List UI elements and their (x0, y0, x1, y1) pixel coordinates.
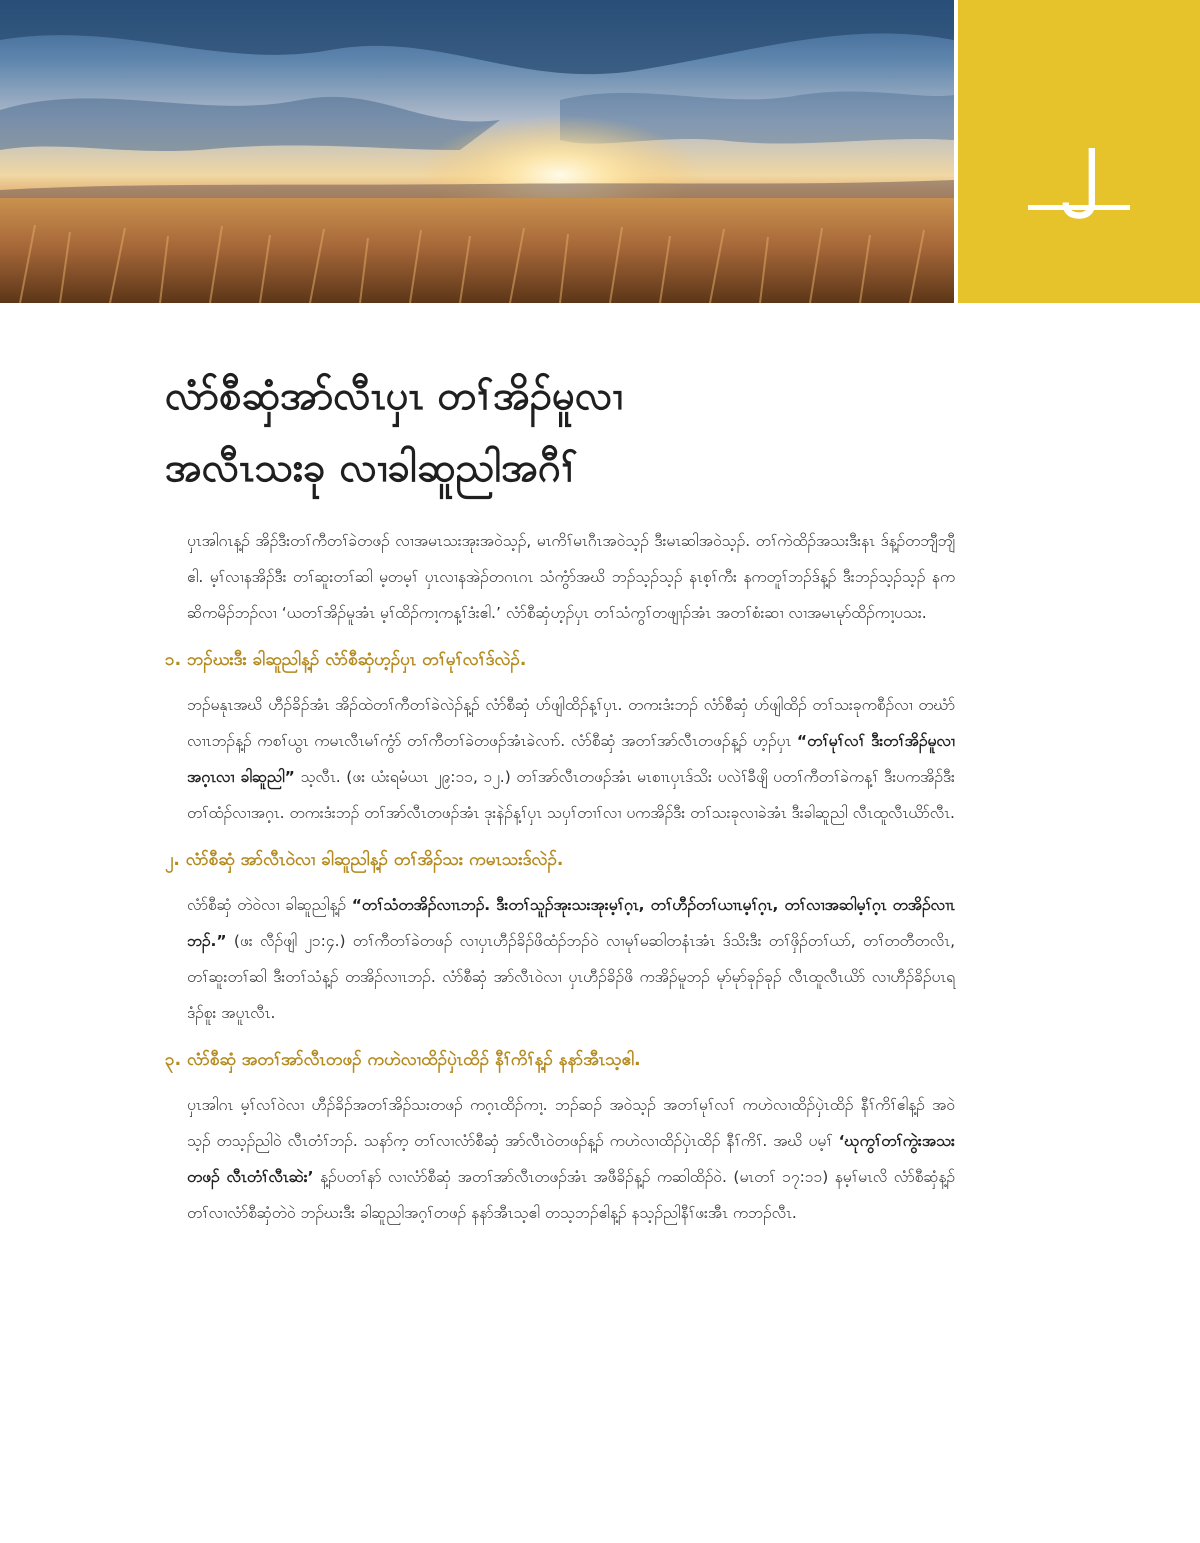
chapter-number-box (958, 0, 1200, 303)
section-2-quote: “တၢ်သံတအိၣ်လၢၤဘၣ်. ဒီးတၢ်သူၣ်အုးသးအုးမ့ၢ်ဂ့ၤ, တၢ်ဟီၣ်တၢ်ယၢၤမ့ၢ်ဂ့ၤ, တၢ်လၢအဆါမ့ၢ်ဂ့ၤ တအိၣ်လၢၤဘၣ်.” (187, 896, 955, 950)
hero-image-sunset-wheat-field (0, 0, 954, 303)
wheat-field-illustration (0, 0, 954, 303)
section-1-heading: ၁. ဘၣ်ဃးဒီး ခါဆူညါန့ၣ် လံာ်စီဆှံဟ့ၣ်ပှၤ တၢ်မုၢ်လၢ်ဒ်လဲၣ်. (165, 650, 527, 670)
section-3-text-b: န့ၣ်ပတၢ်နာ် လၢလံာ်စီဆှံ အတၢ်အာ်လီၤတဖၣ်အံၤ အဖီခိၣ်န့ၣ် ကဆါထိၣ်ဝဲ. (မၤတၢ် ၁၇:၁၁) နမ့ၢ်မၤလိ လံာ်စီဆှံန့ၣ် တၢ်လၢလံာ်စီဆှံတဲဝဲ ဘၣ်ဃးဒီး ခါဆူညါအဂ့ၢ်တဖၣ် နနာ်အီၤသ့ဧါ တသ့ဘၣ်ဧါန့ၣ် နသ့ၣ်ညါနီၢ်ဖးအီၤ ကဘၣ်လီၤ. (187, 1168, 955, 1222)
section-1-text-b: သ့လီၤ. (ဖး ယံးရမံယၤ ၂၉:၁၁, ၁၂.) တၢ်အာ်လီၤတဖၣ်အံၤ မၤစၢၤပှၤဒ်သိး ပလဲၢ်ခီဖျိ ပတၢ်ကီတၢ်ခဲကန့ၢ် ဒီးပကအိၣ်ဒီးတၢ်ထံၣ်လၢအဂ့ၤ. တကးဒံးဘၣ် တၢ်အာ်လီၤတဖၣ်အံၤ ဒုးနဲၣ်န့ၢ်ပှၤ သပှၢ်တၢၢ်လၢ ပကအိၣ်ဒီး တၢ်သးခုလၢခဲအံၤ ဒီးခါဆူညါ လီၤထူလီၤယိာ်လီၤ. (187, 768, 955, 822)
section-1-text-a: ဘၣ်မနုၤအဃိ ဟီၣ်ခိၣ်အံၤ အိၣ်ထဲတၢ်ကီတၢ်ခဲလဲၣ်န့ၣ် လံာ်စီဆှံ ပာ်ဖျါထိၣ်န့ၢ်ပှၤ. တကးဒံးဘၣ် လံာ်စီဆှံ ပာ်ဖျါထိၣ် တၢ်သးခုကစီၣ်လၢ တဃံာ်လၢၤဘၣ်န့ၣ် ကစၢ်ယွၤ ကမၤလီၤမၢ်ကွံာ် တၢ်ကီတၢ်ခဲတဖၣ်အံၤခဲလၢာ်. လံာ်စီဆှံ အတၢ်အာ်လီၤတဖၣ်န့ၣ် ဟ့ၣ်ပှၤ (187, 696, 955, 750)
section-2-paragraph (187, 887, 955, 1031)
article-body (165, 523, 955, 1231)
section-2-heading: ၂. လံာ်စီဆှံ အာ်လီၤဝဲလၢ ခါဆူညါန့ၣ် တၢ်အိၣ်သး ကမၤသးဒ်လဲၣ်. (165, 850, 564, 870)
page-title (165, 360, 1065, 504)
section-3-quote: ‘ဃုကွၢ်တၢ်ကွဲးအသးတဖၣ် လီၤတံၢ်လီၤဆဲး’ (187, 1132, 955, 1186)
chapter-number: ၂ (1059, 112, 1099, 202)
section-3-heading: ၃. လံာ်စီဆှံ အတၢ်အာ်လီၤတဖၣ် ကဟဲလၢထိၣ်ပှဲၤထိၣ် နီၢ်ကိၢ်န့ၣ် နနာ်အီၤသ့ဧါ. (165, 1050, 641, 1070)
section-1-quote: “တၢ်မုၢ်လၢ် ဒီးတၢ်အိၣ်မူလၢ အဂ့ၤလၢ ခါဆူညါ” (187, 732, 955, 786)
section-3-paragraph (187, 1087, 955, 1231)
section-1-paragraph (187, 687, 955, 831)
page-title-line-2: အလီၤသးခု လၢခါဆူညါအဂီၢ် (165, 445, 578, 491)
page-title-line-1: လံာ်စီဆှံအာ်လီၤပှၤ တၢ်အိၣ်မူလၢ (165, 373, 623, 419)
intro-paragraph: ပှၤအါဂၤန့ၣ် အိၣ်ဒီးတၢ်ကီတၢ်ခဲတဖၣ် လၢအမၤသးအုးအဝဲသ့ၣ်, မၤကိၢ်မၤဂီၤအဝဲသ့ၣ် ဒီးမၤဆါအဝဲသ့ၣ်. တၢ်ကဲထိၣ်အသးဒီးနၤ ဒ်န့ၣ်တဘျီဘျီဧါ. မ့ၢ်လၢနအိၣ်ဒီး တၢ်ဆူးတၢ်ဆါ မ့တမ့ၢ် ပှၤလၢနအဲၣ်တဂၤဂၤ သံကွံာ်အဃိ ဘၣ်သ့ၣ်သ့ၣ် နၤစ့ၢ်ကီး နကတူၢ်ဘၣ်ဒ်န့ၣ် ဒီးဘၣ်သ့ၣ်သ့ၣ် နကဆိကမိၣ်ဘၣ်လၢ ‘ယတၢ်အိၣ်မူအံၤ မ့ၢ်ထိၣ်ကၢ့ကန့ၢ်ဒံးဧါ.’ လံာ်စီဆှံဟ့ၣ်ပှၤ တၢ်သံကွၢ်တဖျၢၣ်အံၤ အတၢ်စံးဆၢ လၢအမၤမုာ်ထိၣ်ကၢ့ပသး. (187, 532, 955, 622)
chapter-underline (1028, 205, 1130, 210)
section-2-text-b: (ဖး လီၣ်ဖျါ ၂၁:၄.) တၢ်ကီတၢ်ခဲတဖၣ် လၢပှၤဟီၣ်ခိၣ်ဖိထံၣ်ဘၣ်ဝဲ လၢမုၢ်မဆါတနံၤအံၤ ဒ်သိးဒီး တၢ်ဖှိၣ်တၢ်ယာ်, တၢ်တတီတလိၤ, တၢ်ဆူးတၢ်ဆါ ဒီးတၢ်သံန့ၣ် တအိၣ်လၢၤဘၣ်. လံာ်စီဆှံ အာ်လီၤဝဲလၢ ပှၤဟီၣ်ခိၣ်ဖိ ကအိၣ်မူဘၣ် မုာ်မုာ်ခုၣ်ခုၣ် လီၤထူလီၤယိာ် လၢဟီၣ်ခိၣ်ပၤရဒံၣ်စူး အပူၤလီၤ. (187, 932, 955, 1022)
section-3-text-a: ပှၤအါဂၤ မ့ၢ်လၢ်ဝဲလၢ ဟီၣ်ခိၣ်အတၢ်အိၣ်သးတဖၣ် ကဂ့ၤထိၣ်ကၢ့. ဘၣ်ဆၣ် အဝဲသ့ၣ် အတၢ်မုၢ်လၢ် ကဟဲလၢထိၣ်ပှဲၤထိၣ် နီၢ်ကိၢ်ဧါန့ၣ် အဝဲသ့ၣ် တသ့ၣ်ညါဝဲ လီၤတံၢ်ဘၣ်. သနာ်က့ တၢ်လၢလံာ်စီဆှံ အာ်လီၤဝဲတဖၣ်န့ၣ် ကဟဲလၢထိၣ်ပှဲၤထိၣ် နီၢ်ကိၢ်. အဃိ ပမ့ၢ် (187, 1096, 955, 1150)
section-2-text-a: လံာ်စီဆှံ တဲဝဲလၢ ခါဆူညါန့ၣ် (187, 896, 352, 914)
